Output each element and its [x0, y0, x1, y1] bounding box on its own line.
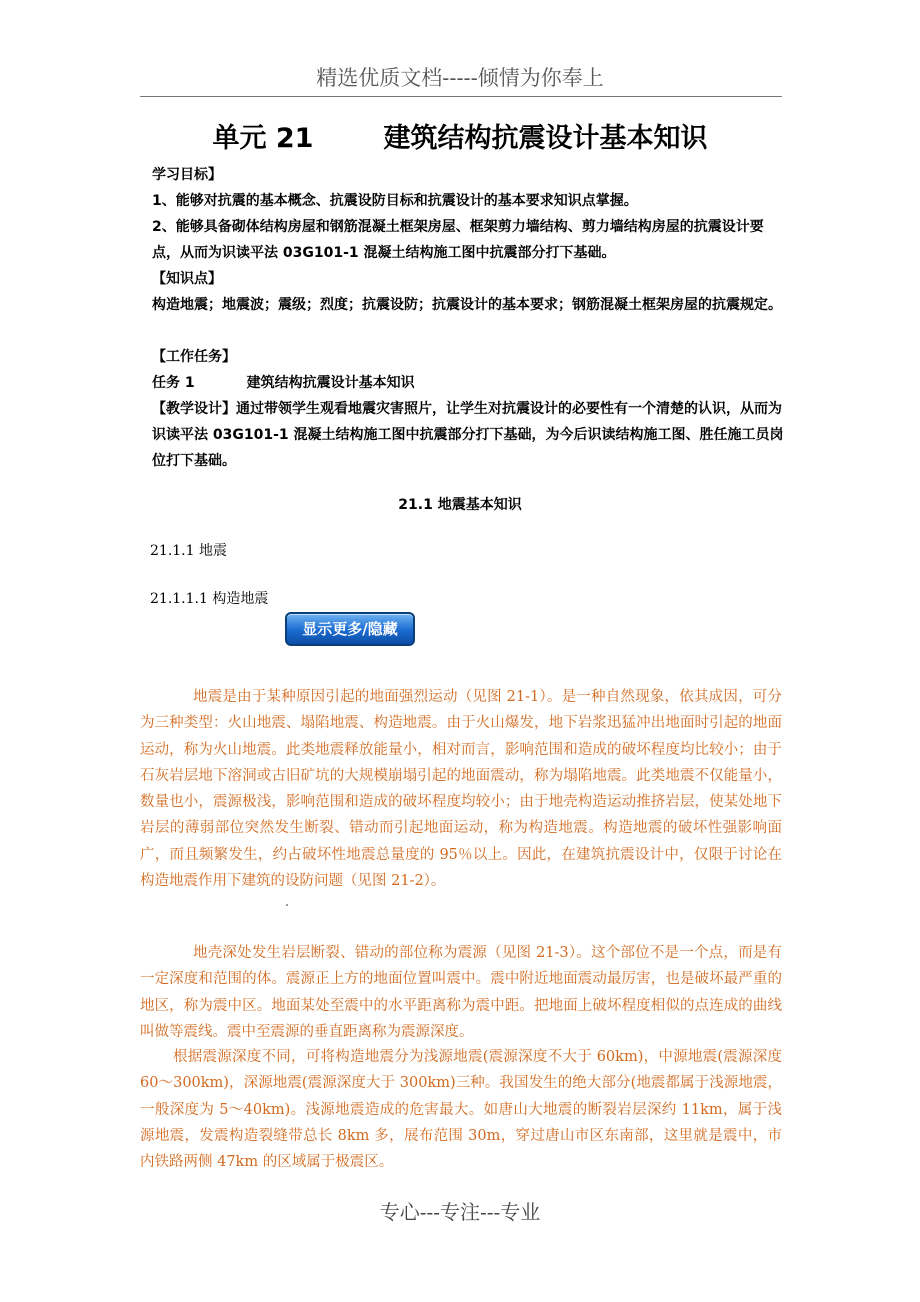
- task-1-name: 建筑结构抗震设计基本知识: [246, 375, 415, 391]
- unit-number: 单元 21: [212, 123, 314, 154]
- paragraph-tectonic-earthquake: 地震是由于某种原因引起的地面强烈运动（见图 21-1）。是一种自然现象，依其成因，可分为三种类型：火山地震、塌陷地震、构造地震。由于火山爆发，地下岩浆迅猛冲出地面时引起的地面运动，称为火山地震。此类地震释放能量小，相对而言，影响范围和造成的破坏程度均比较小；由于石灰岩层地下溶洞或古旧矿坑的大规模崩塌引起的地面震动，称为塌陷地震。此类地震不仅能量小，数量也小，震源极浅，影响范围和造成的破坏程度均较小；由于地壳构造运动推挤岩层，使某处地下岩层的薄弱部位突然发生断裂、错动而引起地面运动，称为构造地震。构造地震的破坏性强影响面广，而且频繁发生，约占破坏性地震总量度的 95％以上。因此，在建筑抗震设计中，仅限于讨论在构造地震作用下建筑的设防问题（见图 21-2）。: [140, 689, 782, 890]
- paragraph-focus: 地壳深处发生岩层断裂、错动的部位称为震源（见图 21-3）。这个部位不是一个点，而是有一定深度和范围的体。震源正上方的地面位置叫震中。震中附近地面震动最厉害，也是破坏最严重的地区，称为震中区。地面某处至震中的水平距离称为震中距。把地面上破坏程度相似的点连成的曲线叫做等震线。震中至震源的垂直距离称为震源深度。: [140, 945, 782, 1040]
- subsection-heading: 21.1.1 地震: [150, 543, 227, 559]
- knowledge-text: 构造地震；地震波；震级；烈度；抗震设防；抗震设计的基本要求；钢筋混凝土框架房屋的抗震规定。: [152, 297, 782, 313]
- show-more-hide-button[interactable]: 显示更多/隐藏: [285, 612, 415, 646]
- tasks-heading: 【工作任务】: [152, 349, 236, 365]
- paragraph-focal-depth: 根据震源深度不同，可将构造地震分为浅源地震(震源深度不大于 60km)，中源地震(震源深度 60～300km)，深源地震(震源深度大于 300km)三种。我国发生的绝大部分(地震都属于浅源地震，一般深度为 5～40km)。浅源地震造成的危害最大。如唐山大地震的断裂岩层深约 11km，属于浅源地震，发震构造裂缝带总长 8km 多，展布范围 30m，穿过唐山市区东南部，这里就是震中，市内铁路两侧 47km 的区域属于极震区。: [140, 1049, 782, 1171]
- objective-item-2: 2、能够具备砌体结构房屋和钢筋混凝土框架房屋、框架剪力墙结构、剪力墙结构房屋的抗震设计要点，从而为识读平法 03G101-1 混凝土结构施工图中抗震部分打下基础。: [152, 219, 764, 261]
- task-1-line: [152, 370, 784, 396]
- task-1-label: 任务 1: [152, 375, 195, 391]
- page-footer: 专心---专注---专业: [379, 1200, 541, 1224]
- teaching-design: 【教学设计】通过带领学生观看地震灾害照片，让学生对抗震设计的必要性有一个清楚的认识，从而为识读平法 03G101-1 混凝土结构施工图中抗震部分打下基础，为今后识读结构施工图、胜任施工员岗位打下基础。: [152, 401, 784, 469]
- objective-item-1: 1、能够对抗震的基本概念、抗震设防目标和抗震设计的基本要求知识点掌握。: [152, 193, 638, 209]
- knowledge-heading: 【知识点】: [152, 271, 222, 287]
- unit-name: 建筑结构抗震设计基本知识: [383, 123, 708, 154]
- section-heading: 21.1 地震基本知识: [398, 497, 522, 513]
- header-divider: [140, 96, 782, 97]
- page-header: 精选优质文档-----倾情为你奉上: [316, 66, 604, 90]
- stray-dot: [286, 904, 288, 906]
- subsubsection-heading: 21.1.1.1 构造地震: [150, 591, 269, 607]
- objectives-heading: 学习目标】: [152, 167, 222, 183]
- page-title: [0, 116, 920, 155]
